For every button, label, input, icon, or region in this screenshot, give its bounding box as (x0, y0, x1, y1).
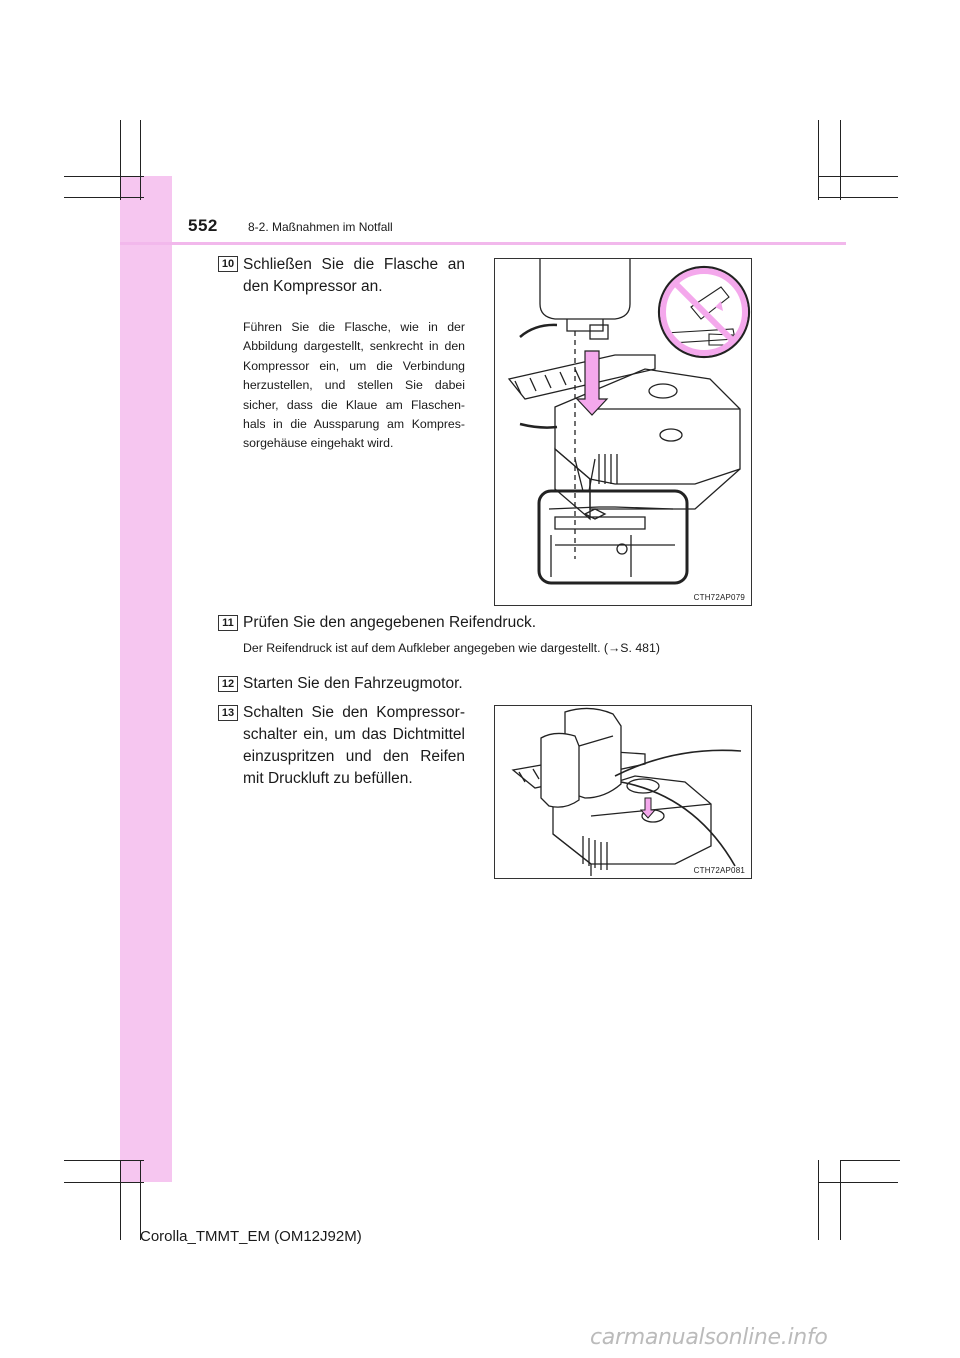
step-13-title: Schalten Sie den Kompressor- schalter ein, um das Dichtmittel einzuspritzen und den Reifen mit Druckluft zu befüllen. (243, 704, 465, 787)
step-number-12: 12 (218, 676, 238, 692)
crop-mark (840, 1160, 900, 1161)
page-margin-bar (120, 176, 172, 1182)
step-number-10: 10 (218, 256, 238, 272)
crop-mark (818, 197, 898, 198)
step-10-title: Schließen Sie die Flasche an den Kompressor an. (243, 256, 465, 295)
crop-mark (120, 1160, 121, 1240)
crop-mark (818, 120, 819, 200)
step-number-13: 13 (218, 705, 238, 721)
crop-mark (140, 120, 141, 200)
crop-mark (64, 176, 144, 177)
crop-mark (818, 1182, 898, 1183)
step-10-body: Führen Sie die Flasche, wie in der Abbildung dargestellt, senkrecht in den Kompressor ein, um die Verbindung herzustellen, und stellen Sie dabei sicher, dass die Klaue am Flaschen- hals in die Aussparung am Kompres- sorgehäuse eingehakt wird. (243, 320, 465, 451)
crop-mark (64, 197, 144, 198)
crop-mark (64, 1160, 144, 1161)
crop-mark (818, 1160, 819, 1240)
header-rule (120, 242, 846, 245)
crop-mark (120, 120, 121, 200)
figure-compressor-switch (494, 705, 752, 879)
step-11-body: Der Reifendruck ist auf dem Aufkleber angegeben wie dargestellt. (→S. 481) (243, 641, 660, 655)
watermark: carmanualsonline.info (590, 1325, 828, 1350)
crop-mark (64, 1182, 144, 1183)
step-12-title: Starten Sie den Fahrzeugmotor. (243, 675, 463, 692)
document-id: Corolla_TMMT_EM (OM12J92M) (140, 1228, 362, 1245)
crop-mark (818, 176, 898, 177)
figure-bottle-to-compressor (494, 258, 752, 606)
figure-id: CTH72AP079 (693, 593, 745, 602)
step-11-title: Prüfen Sie den angegebenen Reifendruck. (243, 614, 536, 631)
step-number-11: 11 (218, 615, 238, 631)
compressor-switch-illustration (495, 706, 751, 878)
compressor-bottle-illustration (495, 259, 751, 605)
figure-id: CTH72AP081 (693, 866, 745, 875)
crop-mark (840, 1160, 841, 1240)
crop-mark (840, 120, 841, 200)
section-title: 8-2. Maßnahmen im Notfall (248, 220, 393, 234)
page-number: 552 (188, 216, 218, 235)
